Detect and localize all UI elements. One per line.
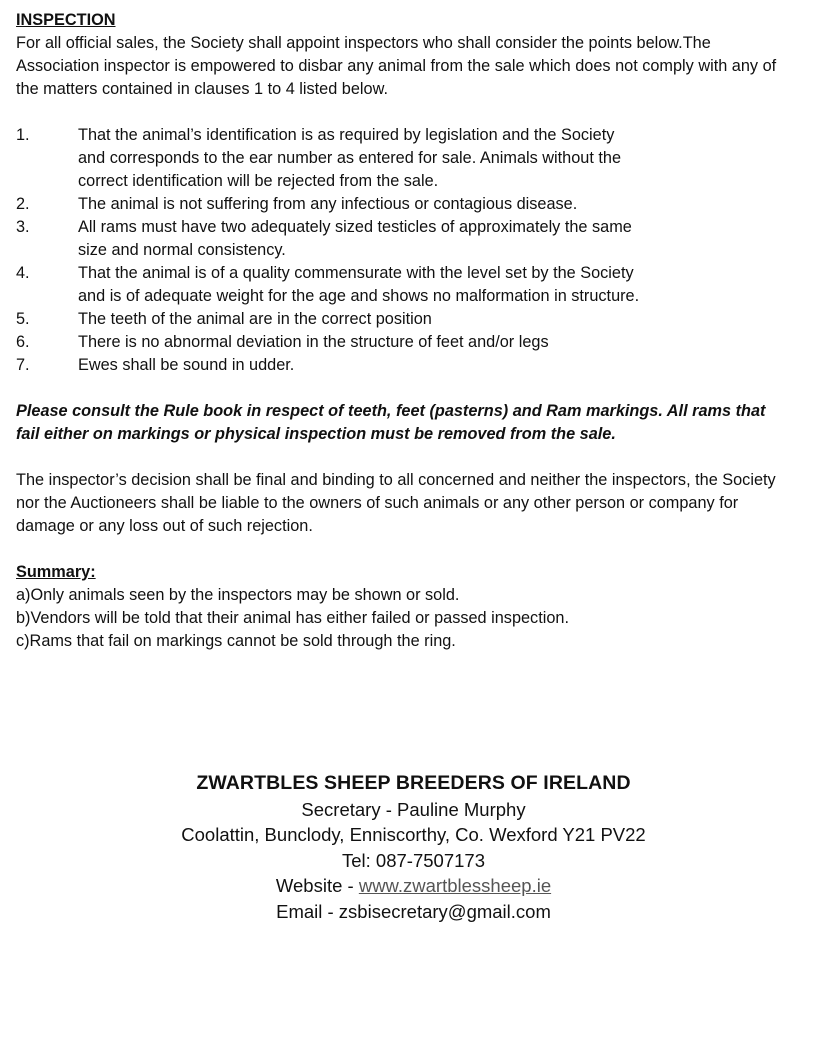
rule-text: Ewes shall be sound in udder.	[78, 356, 295, 374]
rule-book-notice: Please consult the Rule book in respect of teeth, feet (pasterns) and Ram markings. All rams that fail either on markings or physical inspection must be removed from the sale.	[16, 402, 766, 443]
website-label: Website -	[275, 875, 359, 896]
rule-number: 3.	[16, 218, 30, 236]
rule-text: That the animal is of a quality commensurate with the level set by the Society and is of adequate weight for the age and shows no malformation in structure.	[78, 264, 640, 305]
spacer	[16, 377, 827, 400]
summary-item: c)Rams that fail on markings cannot be sold through the ring.	[16, 632, 456, 650]
rule-text: That the animal’s identification is as required by legislation and the Society and corresponds to the ear number as entered for sale. Animals without the correct identification will be rejected from the sale.	[78, 126, 622, 190]
email-line: Email - zsbisecretary@gmail.com	[276, 900, 551, 922]
rule-number: 5.	[16, 310, 30, 328]
rule-item	[16, 193, 827, 216]
spacer	[16, 538, 827, 561]
telephone-line: Tel: 087-7507173	[342, 849, 485, 871]
rule-item	[16, 308, 827, 331]
rule-number: 4.	[16, 264, 30, 282]
rule-text: The teeth of the animal are in the correct position	[78, 310, 432, 328]
rule-item	[16, 216, 827, 262]
rule-item	[16, 354, 827, 377]
rule-number: 1.	[16, 126, 30, 144]
document-body	[16, 9, 827, 653]
address-line: Coolattin, Bunclody, Enniscorthy, Co. Wexford Y21 PV22	[181, 824, 646, 845]
inspection-intro: For all official sales, the Society shall appoint inspectors who shall consider the points below.The Association inspector is empowered to disbar any animal from the sale which does not comply with any of the matters contained in clauses 1 to 4 listed below.	[16, 34, 777, 98]
summary-heading: Summary:	[16, 563, 96, 581]
inspection-heading: INSPECTION	[16, 11, 116, 29]
spacer	[16, 446, 827, 469]
secretary-line: Secretary - Pauline Murphy	[301, 798, 526, 820]
inspection-rules-list	[16, 124, 827, 377]
rule-number: 6.	[16, 333, 30, 351]
website-line	[0, 873, 827, 899]
spacer	[16, 101, 827, 124]
inspector-decision-paragraph: The inspector’s decision shall be final and binding to all concerned and neither the inspectors, the Society nor the Auctioneers shall be liable to the owners of such animals or any other person or company for damage or any loss out of such rejection.	[16, 471, 776, 535]
contact-footer	[0, 771, 827, 924]
rule-number: 2.	[16, 195, 30, 213]
summary-item: a)Only animals seen by the inspectors may be shown or sold.	[16, 586, 460, 604]
summary-item: b)Vendors will be told that their animal has either failed or passed inspection.	[16, 609, 569, 627]
rule-number: 7.	[16, 356, 30, 374]
organization-name: ZWARTBLES SHEEP BREEDERS OF IRELAND	[196, 772, 631, 794]
rule-text: All rams must have two adequately sized testicles of approximately the same size and normal consistency.	[78, 218, 632, 259]
rule-item	[16, 331, 827, 354]
rule-text: The animal is not suffering from any infectious or contagious disease.	[78, 195, 578, 213]
rule-item	[16, 124, 827, 193]
rule-item	[16, 262, 827, 308]
rule-text: There is no abnormal deviation in the structure of feet and/or legs	[78, 333, 549, 351]
website-link[interactable]: www.zwartblessheep.ie	[358, 875, 552, 896]
